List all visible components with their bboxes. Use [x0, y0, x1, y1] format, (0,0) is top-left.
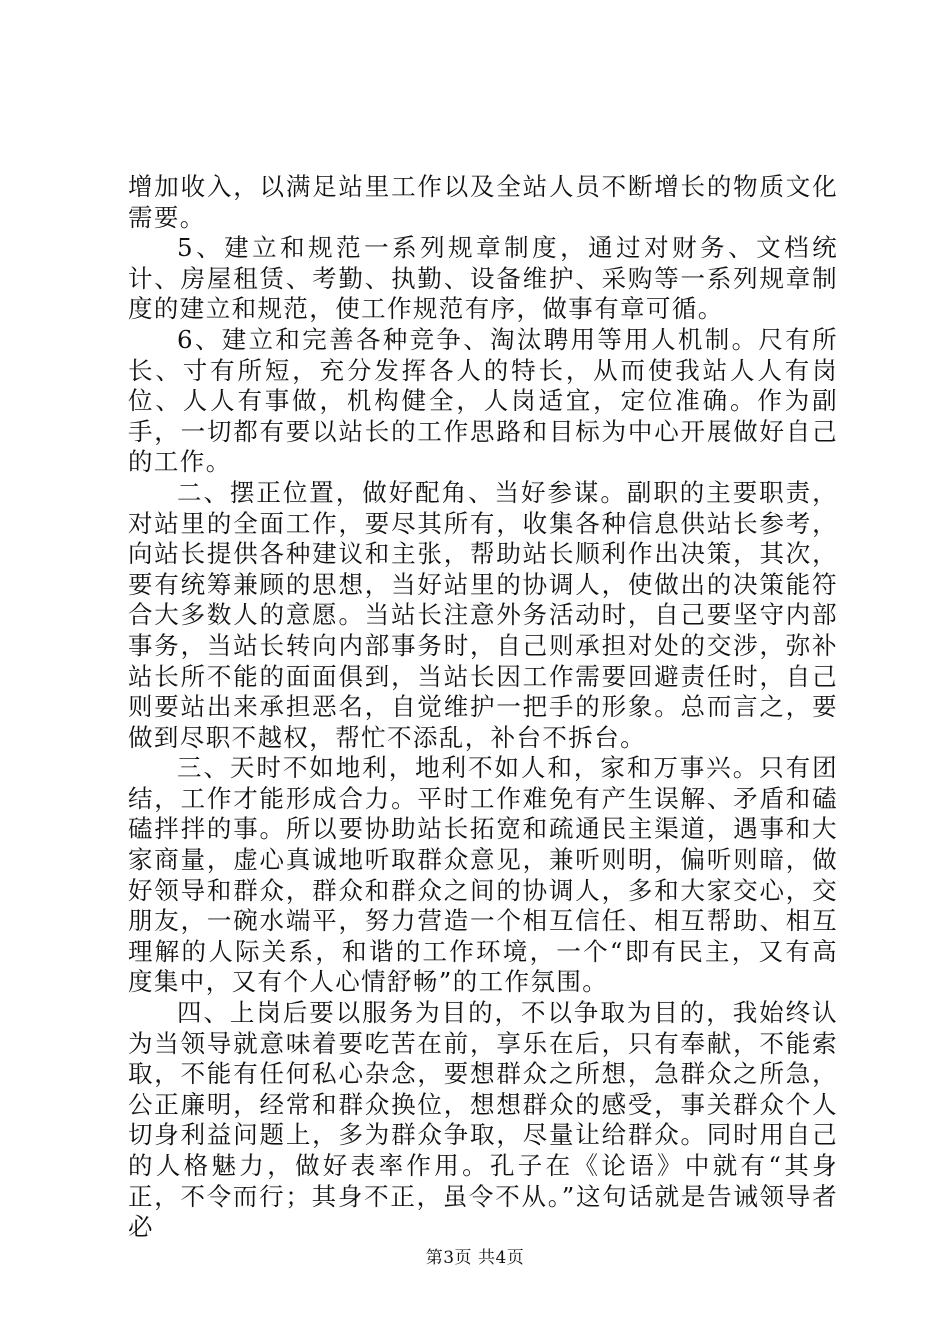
- document-body: [128, 172, 838, 1243]
- paragraph-2: 5、建立和规范一系列规章制度，通过对财务、文档统计、房屋租赁、考勤、执勤、设备维护、采购等一系列规章制度的建立和规范，使工作规范有序，做事有章可循。: [128, 233, 838, 324]
- paragraph-4: 二、摆正位置，做好配角、当好参谋。副职的主要职责，对站里的全面工作，要尽其所有，收集各种信息供站长参考，向站长提供各种建议和主张，帮助站长顺利作出决策，其次，要有统筹兼顾的思想，当好站里的协调人，使做出的决策能符合大多数人的意愿。当站长注意外务活动时，自己要坚守内部事务，当站长转向内部事务时，自己则承担对处的交涉，弥补站长所不能的面面俱到，当站长因工作需要回避责任时，自己则要站出来承担恶名，自觉维护一把手的形象。总而言之，要做到尽职不越权，帮忙不添乱，补台不拆台。: [128, 477, 838, 752]
- page-footer: 第3页 共4页: [425, 1248, 525, 1268]
- paragraph-1: 增加收入，以满足站里工作以及全站人员不断增长的物质文化需要。: [128, 172, 838, 232]
- paragraph-3: 6、建立和完善各种竞争、淘汰聘用等用人机制。尺有所长、寸有所短，充分发挥各人的特长，从而使我站人人有岗位、人人有事做，机构健全，人岗适宜，定位准确。作为副手，一切都有要以站长的工作思路和目标为中心开展做好自己的工作。: [128, 324, 838, 477]
- paragraph-5: 三、天时不如地利，地利不如人和，家和万事兴。只有团结，工作才能形成合力。平时工作难免有产生误解、矛盾和磕磕拌拌的事。所以要协助站长拓宽和疏通民主渠道，遇事和大家商量，虚心真诚地听取群众意见，兼听则明，偏听则暗，做好领导和群众，群众和群众之间的协调人，多和大家交心，交朋友，一碗水端平，努力营造一个相互信任、相互帮助、相互理解的人际关系，和谐的工作环境，一个“即有民主，又有高度集中，又有个人心情舒畅”的工作氛围。: [128, 753, 838, 997]
- paragraph-6: 四、上岗后要以服务为目的，不以争取为目的，我始终认为当领导就意味着要吃苦在前，享乐在后，只有奉献，不能索取，不能有任何私心杂念，要想群众之所想，急群众之所急，公正廉明，经常和群众换位，想想群众的感受，事关群众个人切身利益问题上，多为群众争取，尽量让给群众。同时用自己的人格魅力，做好表率作用。孔子在《论语》中就有“其身正，不令而行；其身不正，虽令不从。”这句话就是告诫领导者必: [128, 998, 838, 1242]
